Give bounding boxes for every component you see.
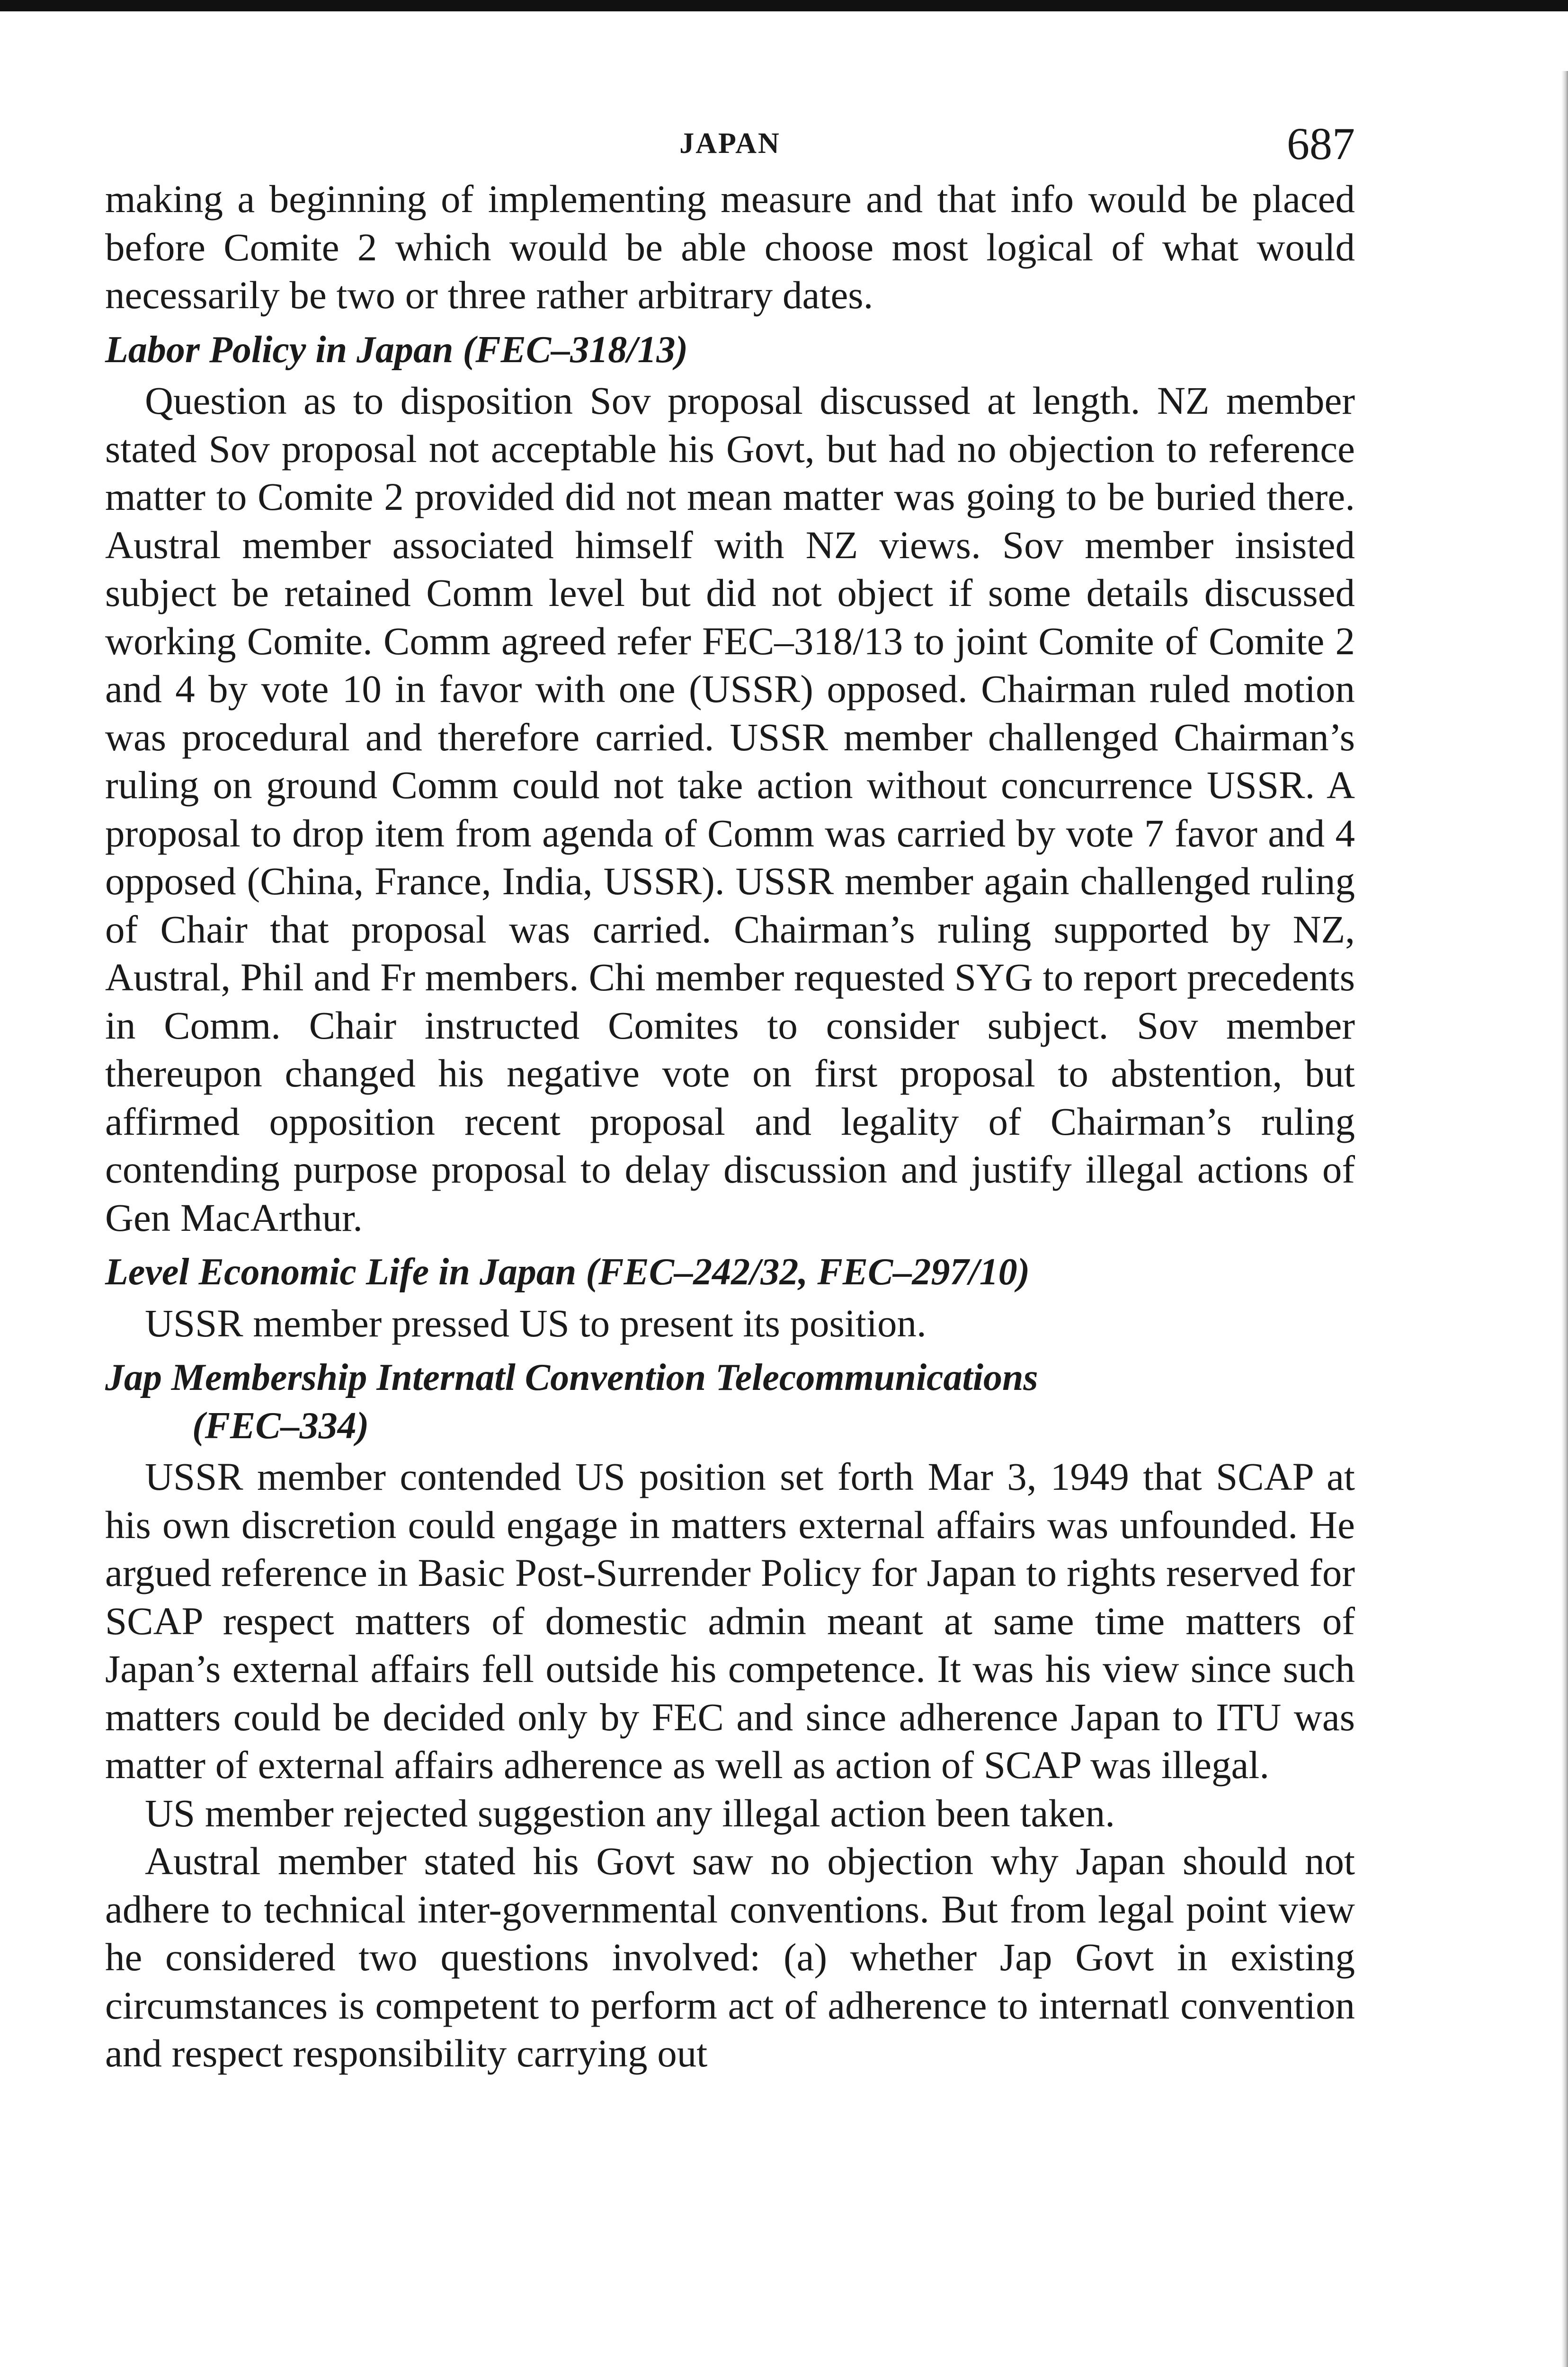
paragraph-labor-policy: Question as to disposition Sov proposal discussed at length. NZ member stated Sov proposal not acceptable his Govt, but had no objection to reference matter to Comite 2 provided did not mean matter was going to be buried there. Austral member associated himself with NZ views. Sov member insisted subject be retained Comm level but did not object if some details discussed working Comite. Comm agreed refer FEC–318/13 to joint Comite of Comite 2 and 4 by vote 10 in favor with one (USSR) opposed. Chairman ruled motion was procedural and therefore carried. USSR member challenged Chairman’s ruling on ground Comm could not take action without concurrence USSR. A proposal to drop item from agenda of Comm was carried by vote 7 favor and 4 opposed (China, France, India, USSR). USSR member again challenged ruling of Chair that proposal was carried. Chairman’s ruling supported by NZ, Austral, Phil and Fr members. Chi member requested SYG to report precedents in Comm. Chair instructed Comites to consider subject. Sov member thereupon changed his negative vote on first proposal to abstention, but affirmed opposition recent proposal and legality of Chairman’s ruling contending purpose proposal to delay discussion and justify illegal actions of Gen MacArthur. bbox=[105, 379, 1355, 1239]
heading-line-2: (FEC–334) bbox=[192, 1405, 369, 1447]
paragraph-level-economic-life: USSR member pressed US to present its position. bbox=[145, 1301, 927, 1345]
intro-paragraph: making a beginning of implementing measure and that info would be placed before Comite 2 which would be able choose most logical of what would necessarily be two or three rather arbitrary dates. bbox=[105, 177, 1355, 317]
paragraph-austral-statement: Austral member stated his Govt saw no objection why Japan should not adhere to technical inter-governmental conventions. But from legal point view he considered two questions involved: (a) whether Jap Govt in existing circumstances is competent to perform act of adherence to internatl convention and respect responsibility carrying out bbox=[105, 1839, 1355, 2075]
document-page bbox=[105, 114, 1355, 2078]
paragraph-ussr-contention: USSR member contended US position set forth Mar 3, 1949 that SCAP at his own discretion could engage in matters external affairs was unfounded. He argued reference in Basic Post-Surrender Policy for Japan to rights reserved for SCAP respect matters of domestic admin meant at same time matters of Japan’s external affairs fell outside his competence. It was his view since such matters could be decided only by FEC and since adherence Japan to ITU was matter of external affairs adherence as well as action of SCAP was illegal. bbox=[105, 1455, 1355, 1787]
running-header bbox=[105, 114, 1355, 175]
section-heading-level-economic-life: Level Economic Life in Japan (FEC–242/32, FEC–297/10) bbox=[105, 1251, 1030, 1293]
section-heading-telecommunications bbox=[105, 1347, 1355, 1453]
page-edge-shadow bbox=[1561, 71, 1568, 2367]
heading-line-1: Jap Membership Internatl Convention Telecommunications bbox=[105, 1357, 1038, 1398]
running-title: JAPAN bbox=[679, 127, 781, 160]
section-heading-labor-policy: Labor Policy in Japan (FEC–318/13) bbox=[105, 329, 688, 371]
page-number: 687 bbox=[1287, 118, 1355, 169]
paragraph-us-rejection: US member rejected suggestion any illegal action been taken. bbox=[145, 1791, 1115, 1835]
top-border-rule bbox=[0, 0, 1568, 11]
